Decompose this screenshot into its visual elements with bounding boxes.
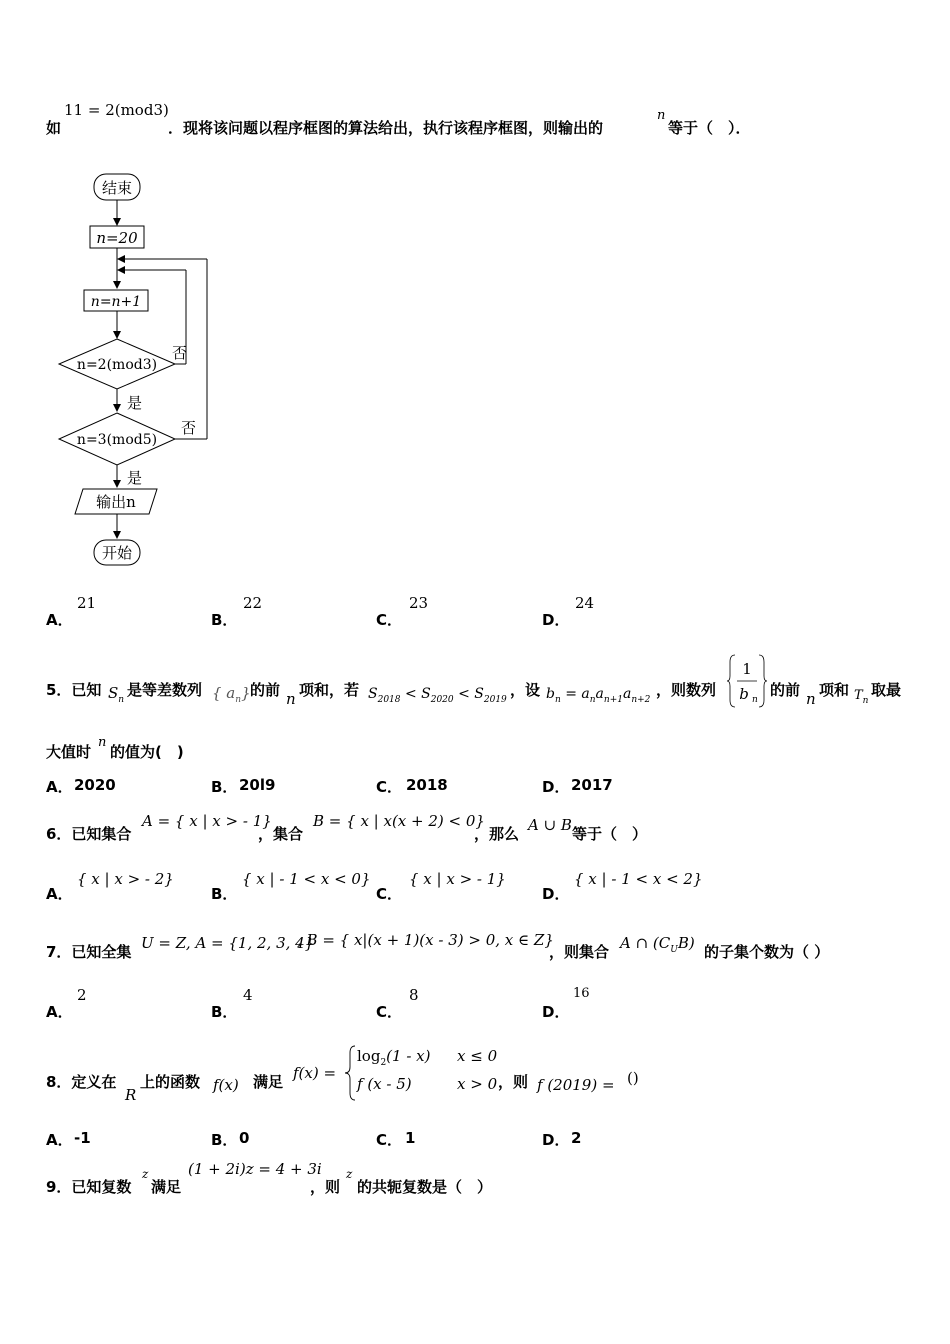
intro-suffix: 等于（ ）．: [668, 119, 751, 137]
q5-math-tn: $T_n$: [854, 688, 869, 706]
q9-text: 9．已知复数: [46, 1178, 132, 1196]
option-label: D．: [542, 1131, 570, 1149]
option-value: 20l9: [239, 776, 276, 794]
option-label: D．: [542, 778, 570, 796]
intro-text: ．现将该问题以程序框图的算法给出，执行该程序框图，则输出的: [168, 119, 604, 137]
intro-math: 11 = 2(mod3): [64, 101, 169, 119]
q8-text: 上的函数: [140, 1073, 201, 1091]
q6-math-seta: A = { x | x > - 1}: [142, 812, 272, 830]
q7-math-3sub: U: [670, 945, 678, 955]
option-label: A．: [46, 1131, 73, 1149]
q5-text: 是等差数列: [127, 681, 203, 699]
intro-prefix: 如: [46, 119, 62, 137]
q5-fraction: [727, 652, 767, 710]
q8-text: 满足: [253, 1073, 284, 1091]
option-label: C．: [376, 885, 403, 903]
q5-math-n2: n: [806, 690, 816, 708]
option-label: D．: [542, 611, 570, 629]
q9-text: ，则: [310, 1178, 341, 1196]
q5-text: 的前: [770, 681, 801, 699]
q5-text: ，则数列: [656, 681, 717, 699]
option-value: 24: [575, 594, 595, 612]
q7-math-3a: A ∩ (C: [620, 934, 671, 952]
q5-math-an: { $a_n$}: [212, 684, 251, 705]
option-value: { x | x > - 1}: [409, 870, 506, 888]
q8-case-1-rest: (1 - x): [386, 1047, 431, 1065]
option-value: 8: [409, 986, 419, 1004]
q7-text: ，则集合: [549, 943, 610, 961]
start-label: 开始: [101, 544, 133, 562]
q8-case-1-log: log: [357, 1047, 381, 1065]
option-value: -1: [74, 1129, 91, 1147]
option-label: B．: [211, 778, 238, 796]
cond1-label: n=2(mod3): [76, 357, 158, 373]
q5-text: 大值时: [46, 743, 92, 761]
q8-brace: [344, 1045, 356, 1101]
q8-case-1-cond: x ≤ 0: [457, 1047, 498, 1065]
option-label: C．: [376, 1131, 403, 1149]
q8-math-ask: f (2019) =: [537, 1076, 615, 1094]
q9-math-z: z: [142, 1167, 149, 1181]
q8-math-r: R: [125, 1086, 137, 1104]
option-label: B．: [211, 611, 238, 629]
q7-math-3: [620, 934, 695, 955]
q5-text: 5．已知: [46, 681, 102, 699]
end-label: 结束: [101, 179, 133, 197]
q5-text: 的前: [250, 681, 281, 699]
yes-label-2: 是: [127, 469, 143, 487]
option-label: C．: [376, 778, 403, 796]
no-label-2: 否: [181, 419, 197, 437]
q8-math-def: f(x) =: [293, 1064, 337, 1082]
q6-text: ，那么: [474, 825, 520, 843]
q5-text: 的值为( ): [110, 743, 184, 761]
q5-math-n: n: [286, 690, 296, 708]
option-value: { x | x > - 2}: [77, 870, 174, 888]
q5-text: ，设: [510, 681, 541, 699]
option-value: 4: [243, 986, 253, 1004]
option-value: { x | - 1 < x < 0}: [242, 870, 371, 888]
q5-math-ineq: $S_{2018} < S_{2020} < S_{2019}$: [368, 686, 507, 705]
q5-math-bn: $b_n = a_na_{n+1}a_{n+2}$: [546, 686, 651, 705]
q7-math-2: , B = { x|(x + 1)(x - 3) > 0, x ∈ Z}: [297, 931, 554, 949]
q7-math-3end: B): [677, 934, 695, 952]
q9-text: 满足: [151, 1178, 182, 1196]
option-label: D．: [542, 885, 570, 903]
q8-answer-blank: (): [627, 1069, 639, 1087]
option-value: 2018: [406, 776, 448, 794]
option-value: 2017: [571, 776, 613, 794]
q6-math-union: A ∪ B: [528, 816, 572, 834]
yes-label-1: 是: [127, 394, 143, 412]
no-label-1: 否: [172, 344, 188, 362]
option-label: B．: [211, 1131, 238, 1149]
q5-text: 项和，若: [299, 681, 360, 699]
q6-text: ，集合: [258, 825, 304, 843]
q7-math-1: U = Z, A = {1, 2, 3, 4}: [141, 934, 315, 952]
q5-math-n3: n: [98, 735, 107, 750]
q5-text: 取最: [871, 681, 902, 699]
q5-math-sn: $S_n$: [108, 684, 125, 705]
q8-case-2-cond: x > 0: [457, 1075, 498, 1093]
option-value: 2: [571, 1129, 582, 1147]
option-value: 2: [77, 986, 87, 1004]
q9-text: 的共轭复数是（ ）: [357, 1178, 493, 1196]
intro-var: n: [657, 108, 666, 123]
q9-math-z: z: [346, 1167, 353, 1181]
option-value: 23: [409, 594, 429, 612]
q7-text: 的子集个数为（ ）: [704, 943, 830, 961]
cond2-label: n=3(mod5): [76, 432, 158, 448]
flowchart: [50, 165, 230, 575]
option-value: 21: [77, 594, 97, 612]
option-label: D．: [542, 1003, 570, 1021]
option-label: A．: [46, 1003, 73, 1021]
q6-text: 等于（ ）: [572, 825, 648, 843]
option-value: 0: [239, 1129, 250, 1147]
q8-case-1-sub: 2: [380, 1058, 387, 1068]
q8-text: ，则: [498, 1073, 529, 1091]
svg-text:1: 1: [742, 660, 752, 678]
option-value: 1: [405, 1129, 416, 1147]
init-label: n=20: [96, 229, 138, 247]
option-value: 16: [573, 986, 590, 1001]
q5-text: 项和: [819, 681, 850, 699]
increment-label: n=n+1: [90, 294, 142, 310]
q6-text: 6．已知集合: [46, 825, 132, 843]
option-label: C．: [376, 1003, 403, 1021]
q8-math-fx: f(x): [213, 1076, 239, 1094]
option-label: B．: [211, 885, 238, 903]
option-label: A．: [46, 885, 73, 903]
option-label: C．: [376, 611, 403, 629]
q8-case-2: f (x - 5): [357, 1075, 412, 1093]
option-label: A．: [46, 611, 73, 629]
option-value: 22: [243, 594, 263, 612]
svg-text:n: n: [752, 695, 758, 705]
option-label: A．: [46, 778, 73, 796]
q7-text: 7．已知全集: [46, 943, 132, 961]
option-label: B．: [211, 1003, 238, 1021]
output-label: 输出n: [96, 493, 136, 511]
q6-math-setb: B = { x | x(x + 2) < 0}: [313, 812, 485, 830]
option-value: { x | - 1 < x < 2}: [574, 870, 703, 888]
q9-math: (1 + 2i)z = 4 + 3i: [188, 1160, 322, 1178]
q8-case-1: [357, 1047, 430, 1068]
svg-text:b: b: [739, 685, 749, 703]
q8-text: 8．定义在: [46, 1073, 117, 1091]
option-value: 2020: [74, 776, 116, 794]
